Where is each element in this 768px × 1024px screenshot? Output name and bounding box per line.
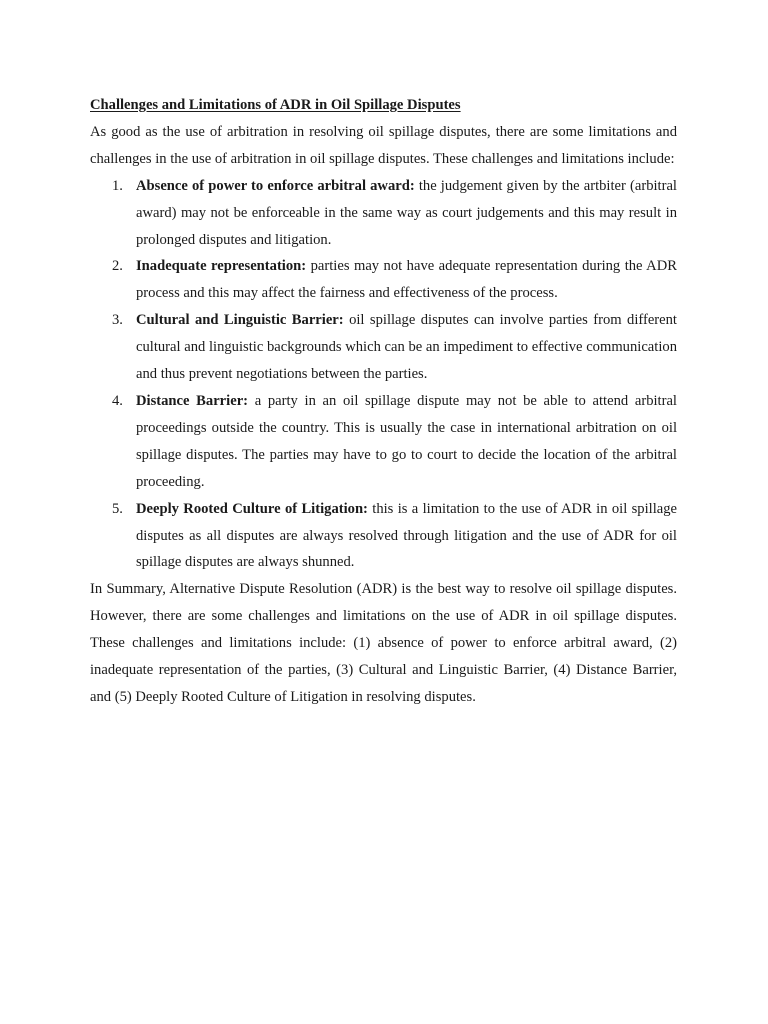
list-item-text: oil spillage disputes can involve parties from different cultural and linguistic backgrounds which can be an impediment to effective communication and thus prevent negotiations between the parties. xyxy=(136,312,677,383)
list-item-term: Cultural and Linguistic Barrier: xyxy=(136,312,344,329)
list-number: 4. xyxy=(112,392,123,409)
summary-paragraph: In Summary, Alternative Dispute Resolution (ADR) is the best way to resolve oil spillage disputes. However, there are some challenges and limitations on the use of ADR in oil spillage disputes. These challenges and limitations include: (1) absence of power to enforce arbitral award, (2) inadequate representation of the parties, (3) Cultural and Linguistic Barrier, (4) Distance Barrier, and (5) Deeply Rooted Culture of Litigation in resolving disputes. xyxy=(90,581,677,705)
list-item-text: a party in an oil spillage dispute may not be able to attend arbitral proceedings outside the country. This is usually the case in international arbitration on oil spillage disputes. The parties may have to go to court to decide the location of the arbitral proceeding. xyxy=(136,392,677,490)
list-item xyxy=(90,307,677,388)
list-item-text: this is a limitation to the use of ADR in oil spillage disputes as all disputes are always resolved through litigation and the use of ADR for oil spillage disputes are always shunned. xyxy=(136,500,677,571)
list-item xyxy=(90,253,677,307)
list-item-term: Distance Barrier: xyxy=(136,392,249,409)
list-number: 3. xyxy=(112,312,123,329)
list-number: 1. xyxy=(112,177,123,194)
list-item-term: Inadequate representation: xyxy=(136,258,307,275)
list-number: 2. xyxy=(112,258,123,275)
list-item xyxy=(90,173,677,254)
list-item-term: Deeply Rooted Culture of Litigation: xyxy=(136,500,368,517)
document-page xyxy=(90,92,677,711)
list-item-text: parties may not have adequate representation during the ADR process and this may affect the fairness and effectiveness of the process. xyxy=(136,258,677,302)
list-item xyxy=(90,388,677,496)
list-number: 5. xyxy=(112,500,123,517)
document-title: Challenges and Limitations of ADR in Oil Spillage Disputes xyxy=(90,97,461,113)
list-item xyxy=(90,496,677,577)
list-item-term: Absence of power to enforce arbitral award: xyxy=(136,177,415,194)
challenges-list xyxy=(90,173,677,577)
intro-paragraph: As good as the use of arbitration in resolving oil spillage disputes, there are some limitations and challenges in the use of arbitration in oil spillage disputes. These challenges and limitations include: xyxy=(90,123,677,167)
list-item-text: the judgement given by the artbiter (arbitral award) may not be enforceable in the same way as court judgements and this may result in prolonged disputes and litigation. xyxy=(136,177,677,248)
